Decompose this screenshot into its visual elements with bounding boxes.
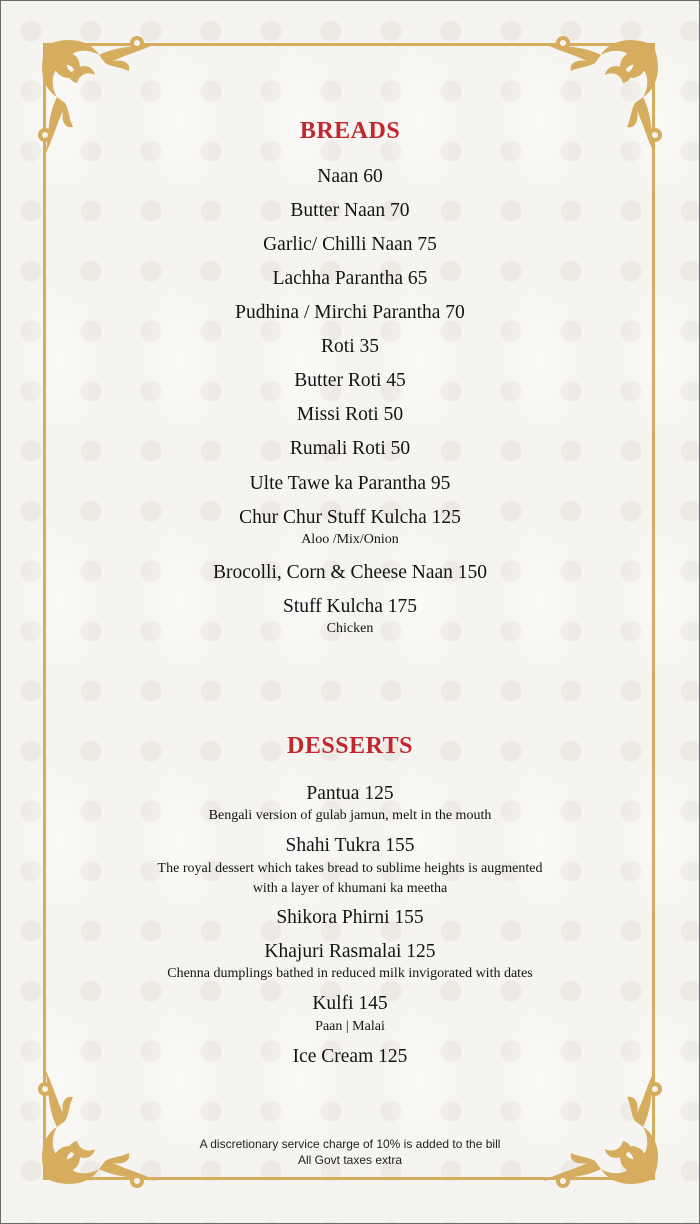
menu-item: Brocolli, Corn & Cheese Naan 150	[212, 562, 488, 583]
menu-item-description: Chicken	[326, 621, 374, 636]
menu-item: Butter Naan 70	[290, 200, 410, 221]
menu-item: Missi Roti 50	[296, 404, 404, 425]
menu-item: Pantua 125	[306, 783, 394, 804]
corner-ornament-bottom-left	[29, 1067, 159, 1197]
breads-title: BREADS	[299, 118, 401, 144]
corner-ornament-bottom-right	[541, 1067, 671, 1197]
menu-item: Stuff Kulcha 175	[283, 596, 417, 617]
menu-item: Garlic/ Chilli Naan 75	[263, 234, 437, 255]
menu-item-description: Chenna dumplings bathed in reduced milk invigorated with dates	[167, 966, 533, 981]
taxes-note: All Govt taxes extra	[297, 1152, 403, 1167]
menu-item: Lachha Parantha 65	[272, 268, 428, 289]
menu-item: Shikora Phirni 155	[276, 907, 424, 928]
menu-item: Ulte Tawe ka Parantha 95	[249, 473, 451, 494]
menu-item-description: with a layer of khumani ka meetha	[252, 881, 448, 896]
menu-item: Butter Roti 45	[294, 370, 406, 391]
menu-item: Ice Cream 125	[292, 1046, 408, 1067]
menu-item-description: Paan | Malai	[315, 1019, 385, 1034]
menu-item-description: The royal dessert which takes bread to sublime heights is augmented	[157, 861, 543, 876]
menu-item-description: Aloo /Mix/Onion	[301, 532, 399, 547]
menu-item: Naan 60	[317, 166, 383, 187]
menu-item: Khajuri Rasmalai 125	[264, 941, 436, 962]
menu-item: Pudhina / Mirchi Parantha 70	[235, 302, 465, 323]
menu-item: Kulfi 145	[312, 993, 388, 1014]
menu-item: Roti 35	[321, 336, 379, 357]
menu-item: Rumali Roti 50	[289, 438, 411, 459]
service-charge-note: A discretionary service charge of 10% is added to the bill	[199, 1137, 501, 1151]
menu-item-description: Bengali version of gulab jamun, melt in the mouth	[208, 808, 492, 823]
desserts-title: DESSERTS	[287, 733, 413, 759]
menu-item: Chur Chur Stuff Kulcha 125	[239, 507, 461, 528]
footer-note	[1, 1137, 699, 1168]
menu-item: Shahi Tukra 155	[285, 835, 415, 856]
